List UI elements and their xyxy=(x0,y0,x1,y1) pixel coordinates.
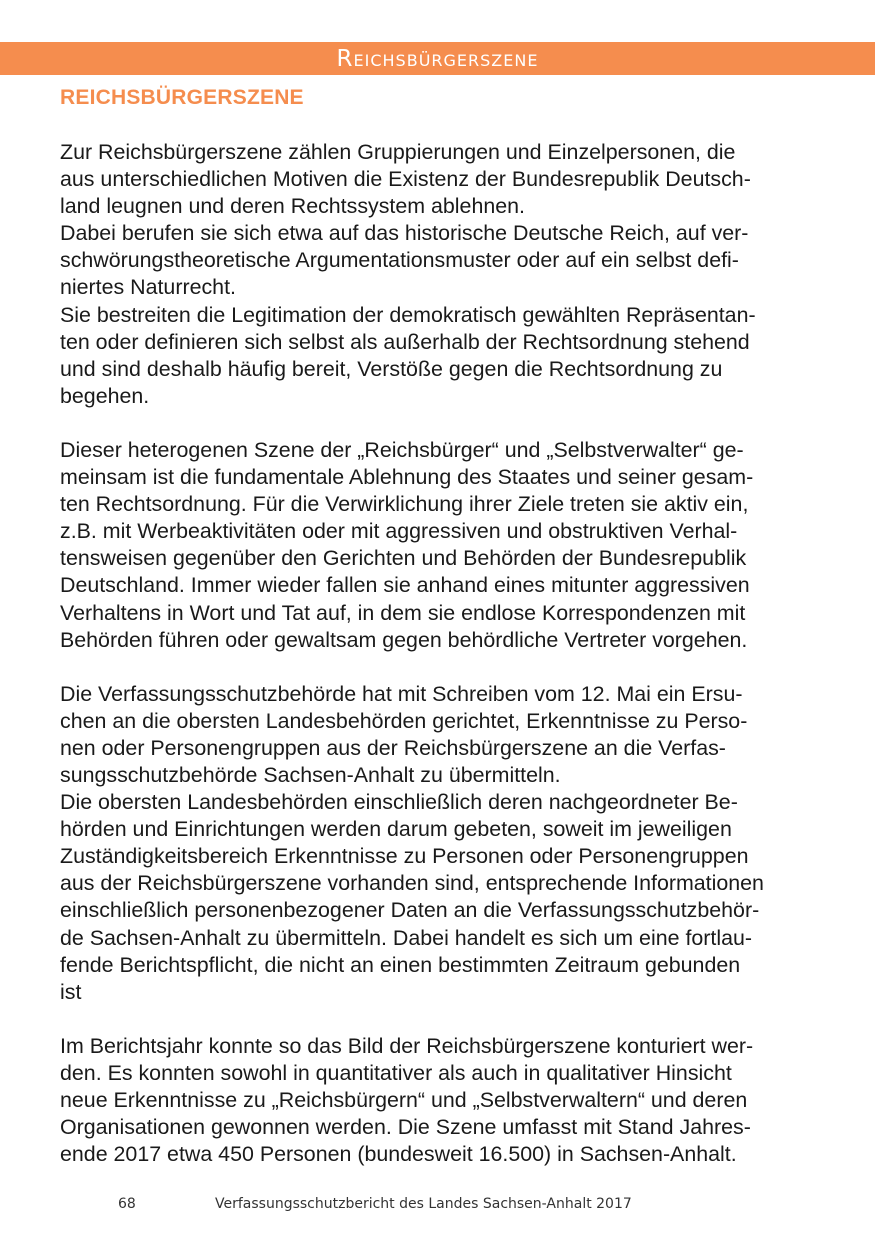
body-text xyxy=(60,139,830,1195)
text-line: und sind deshalb häufig bereit, Verstöße gegen die Rechtsordnung zu xyxy=(60,356,723,381)
text-line: fende Berichtspflicht, die nicht an einen bestimmten Zeitraum gebunden xyxy=(60,952,741,977)
text-line: Deutschland. Immer wieder fallen sie anhand eines mitunter aggressiven xyxy=(60,573,750,598)
text-line: meinsam ist die fundamentale Ablehnung des Staates und seiner gesam- xyxy=(60,465,754,490)
page-number: 68 xyxy=(118,1196,136,1212)
publication-title: Verfassungsschutzbericht des Landes Sachsen-Anhalt 2017 xyxy=(215,1196,632,1212)
paragraph-reporting-year xyxy=(60,1033,830,1168)
text-line: begehen. xyxy=(60,383,150,408)
text-line: den. Es konnten sowohl in quantitativer als auch in qualitativer Hinsicht xyxy=(60,1060,732,1085)
text-line: aus unterschiedlichen Motiven die Existenz der Bundesrepublik Deutsch- xyxy=(60,167,751,192)
text-line: Dabei berufen sie sich etwa auf das historische Deutsche Reich, auf ver- xyxy=(60,221,749,246)
text-line: einschließlich personenbezogener Daten an die Verfassungsschutzbehör- xyxy=(60,898,760,923)
text-line: Behörden führen oder gewaltsam gegen behördliche Vertreter vorgehen. xyxy=(60,627,748,652)
text-line: chen an die obersten Landesbehörden gerichtet, Erkenntnisse zu Perso- xyxy=(60,708,748,733)
text-line: neue Erkenntnisse zu „Reichsbürgern“ und „Selbstverwaltern“ und deren xyxy=(60,1088,748,1112)
text-line: tensweisen gegenüber den Gerichten und Behörden der Bundesrepublik xyxy=(60,546,747,571)
section-heading: REICHSBÜRGERSZENE xyxy=(60,86,304,109)
paragraph-intro xyxy=(60,139,830,410)
text-line: Verhaltens in Wort und Tat auf, in dem sie endlose Korrespondenzen mit xyxy=(60,600,746,625)
running-header-bar xyxy=(0,42,875,75)
text-line: ist xyxy=(60,979,82,1004)
text-line: Die obersten Landesbehörden einschließlich deren nachgeordneter Be- xyxy=(60,790,738,815)
text-line: schwörungstheoretische Argumentationsmuster oder auf ein selbst defi- xyxy=(60,248,739,273)
text-line: land leugnen und deren Rechtssystem ablehnen. xyxy=(60,194,525,219)
text-line: de Sachsen-Anhalt zu übermitteln. Dabei handelt es sich um eine fortlau- xyxy=(60,925,753,950)
text-line: ten Rechtsordnung. Für die Verwirklichung ihrer Ziele treten sie aktiv ein, xyxy=(60,492,749,517)
page-footer xyxy=(0,1196,875,1216)
text-line: aus der Reichsbürgerszene vorhanden sind, entsprechende Informationen xyxy=(60,871,764,896)
text-line: nen oder Personengruppen aus der Reichsbürgerszene an die Verfas- xyxy=(60,735,726,760)
running-header-title: Reichsbürgerszene xyxy=(336,46,539,72)
text-line: Die Verfassungsschutzbehörde hat mit Schreiben vom 12. Mai ein Ersu- xyxy=(60,681,743,706)
text-line: Sie bestreiten die Legitimation der demokratisch gewählten Repräsentan- xyxy=(60,302,756,327)
text-line: niertes Naturrecht. xyxy=(60,275,236,300)
text-line: sungsschutzbehörde Sachsen-Anhalt zu übermitteln. xyxy=(60,762,561,787)
paragraph-heterogeneous-scene xyxy=(60,437,830,654)
text-line: Zuständigkeitsbereich Erkenntnisse zu Personen oder Personengruppen xyxy=(60,844,749,869)
text-line: hörden und Einrichtungen werden darum gebeten, soweit im jeweiligen xyxy=(60,817,732,842)
text-line: Im Berichtsjahr konnte so das Bild der Reichsbürgerszene konturiert wer- xyxy=(60,1033,754,1058)
text-line: Dieser heterogenen Szene der „Reichsbürger“ und „Selbstverwalter“ ge- xyxy=(60,437,744,462)
text-line: Zur Reichsbürgerszene zählen Gruppierungen und Einzelpersonen, die xyxy=(60,140,736,164)
paragraph-reporting-request xyxy=(60,681,830,1006)
text-line: ten oder definieren sich selbst als außerhalb der Rechtsordnung stehend xyxy=(60,329,750,354)
text-line: Organisationen gewonnen werden. Die Szene umfasst mit Stand Jahres- xyxy=(60,1115,751,1140)
text-line: z.B. mit Werbeaktivitäten oder mit aggressiven und obstruktiven Verhal- xyxy=(60,519,738,544)
text-line: ende 2017 etwa 450 Personen (bundesweit 16.500) in Sachsen-Anhalt. xyxy=(60,1142,737,1167)
